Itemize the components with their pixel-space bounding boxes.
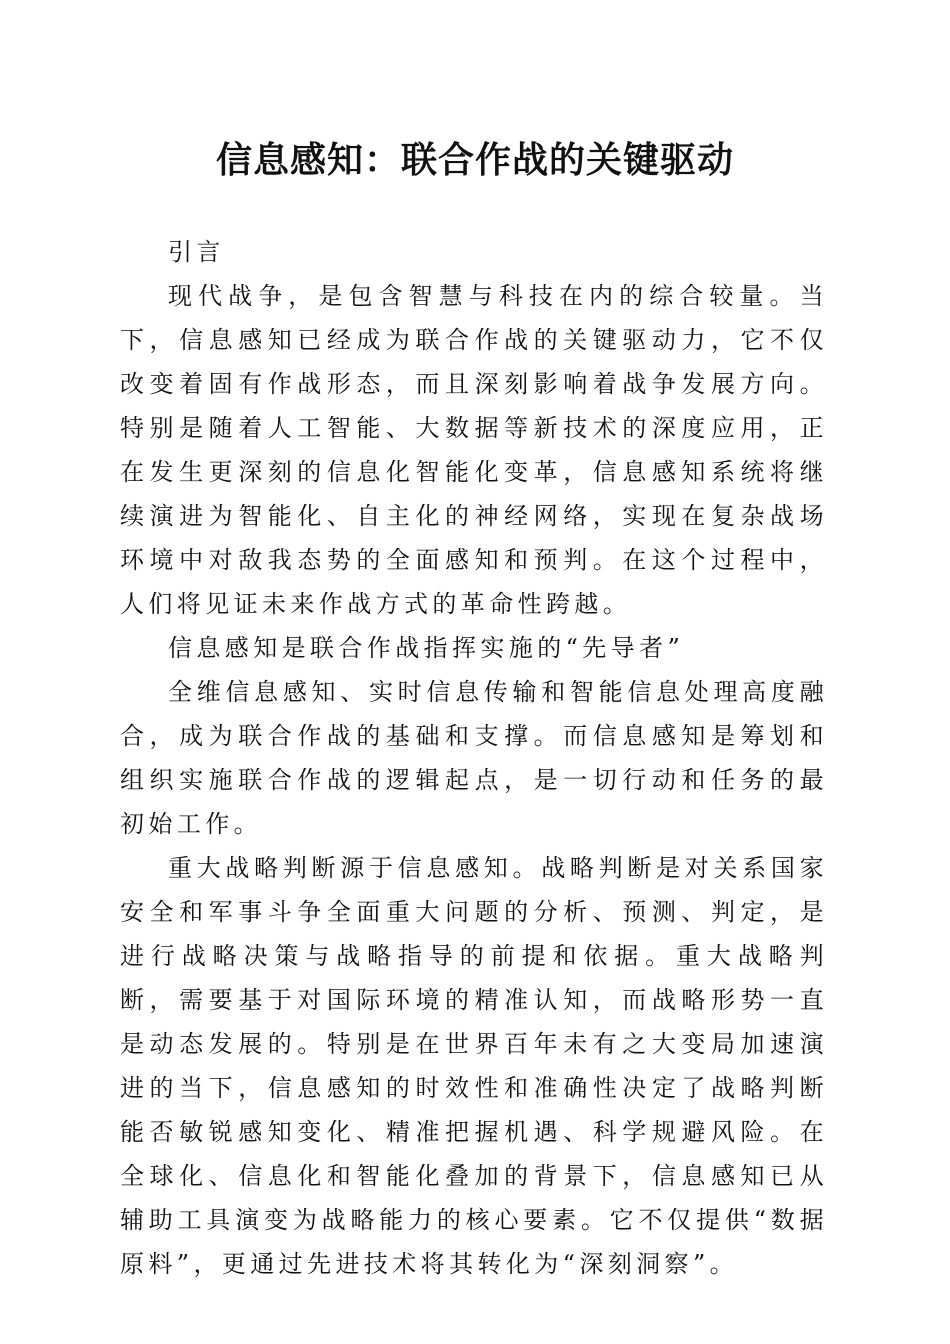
paragraph-strategic-judgment: 重大战略判断源于信息感知。战略判断是对关系国家安全和军事斗争全面重大问题的分析、预测、判定，是进行战略决策与战略指导的前提和依据。重大战略判断，需要基于对国际环境的精准认知，而战略形势一直是动态发展的。特别是在世界百年未有之大变局加速演进的当下，信息感知的时效性和准确性决定了战略判断能否敏锐感知变化、精准把握机遇、科学规避风险。在全球化、信息化和智能化叠加的背景下，信息感知已从辅助工具演变为战略能力的核心要素。它不仅提供“数据原料”，更通过先进技术将其转化为“深刻洞察”。 (120, 854, 828, 1278)
paragraph-intro: 现代战争，是包含智慧与科技在内的综合较量。当下，信息感知已经成为联合作战的关键驱动力，它不仅改变着固有作战形态，而且深刻影响着战争发展方向。特别是随着人工智能、大数据等新技术的深度应用，正在发生更深刻的信息化智能化变革，信息感知系统将继续演进为智能化、自主化的神经网络，实现在复杂战场环境中对敌我态势的全面感知和预判。在这个过程中，人们将见证未来作战方式的革命性跨越。 (120, 282, 828, 618)
heading-introduction: 引言 (168, 238, 225, 266)
document-body (120, 230, 828, 1286)
section-heading: 信息感知是联合作战指挥实施的“先导者” (168, 634, 685, 662)
paragraph-foundation: 全维信息感知、实时信息传输和智能信息处理高度融合，成为联合作战的基础和支撑。而信息感知是筹划和组织实施联合作战的逻辑起点，是一切行动和任务的最初始工作。 (120, 678, 828, 838)
document-title: 信息感知：联合作战的关键驱动 (215, 139, 734, 181)
